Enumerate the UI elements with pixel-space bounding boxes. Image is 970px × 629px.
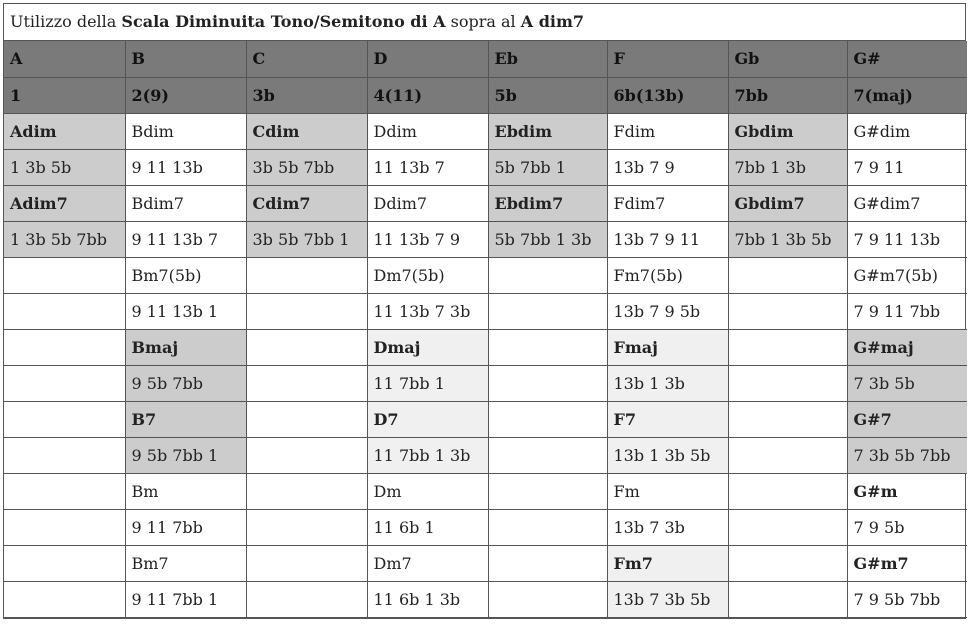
interval-cell — [488, 365, 607, 401]
chord-name-cell: Bmaj — [125, 329, 246, 365]
interval-cell — [728, 365, 847, 401]
chord-name-cell — [728, 545, 847, 581]
interval-cell: 9 11 13b 7 — [125, 221, 246, 257]
chord-name-cell: G#dim — [847, 113, 967, 149]
interval-cell — [246, 509, 367, 545]
interval-cell: 11 6b 1 3b — [367, 581, 488, 617]
interval-cell — [4, 293, 125, 329]
chord-name-cell — [728, 257, 847, 293]
degree-header-cell: 4(11) — [367, 77, 488, 113]
interval-cell: 11 13b 7 — [367, 149, 488, 185]
chord-name-cell — [728, 329, 847, 365]
chord-name-cell: Gbdim7 — [728, 185, 847, 221]
chord-name-cell — [4, 329, 125, 365]
interval-cell: 11 7bb 1 — [367, 365, 488, 401]
interval-cell: 7bb 1 3b — [728, 149, 847, 185]
interval-cell: 9 11 13b — [125, 149, 246, 185]
table-row — [4, 365, 967, 401]
chord-name-cell: Ebdim — [488, 113, 607, 149]
interval-cell — [488, 437, 607, 473]
chord-name-cell — [4, 401, 125, 437]
interval-cell — [246, 437, 367, 473]
degree-header-cell: 3b — [246, 77, 367, 113]
table-row — [4, 185, 967, 221]
chord-name-cell: Dm — [367, 473, 488, 509]
interval-cell: 11 13b 7 9 — [367, 221, 488, 257]
chord-name-cell: Bdim — [125, 113, 246, 149]
note-header-cell: F — [607, 41, 728, 77]
interval-cell: 13b 1 3b 5b — [607, 437, 728, 473]
chord-table-frame — [3, 3, 966, 619]
chord-name-cell — [488, 329, 607, 365]
chord-name-cell: G#7 — [847, 401, 967, 437]
table-row — [4, 149, 967, 185]
chord-name-cell — [488, 473, 607, 509]
note-header-cell: Gb — [728, 41, 847, 77]
table-row — [4, 293, 967, 329]
chord-name-cell: Ddim7 — [367, 185, 488, 221]
interval-cell — [4, 365, 125, 401]
note-header-cell: C — [246, 41, 367, 77]
chord-name-cell — [246, 545, 367, 581]
interval-cell: 13b 7 9 11 — [607, 221, 728, 257]
chord-name-cell: Adim — [4, 113, 125, 149]
chord-name-cell: Fm — [607, 473, 728, 509]
degree-header-cell: 6b(13b) — [607, 77, 728, 113]
note-header-cell: A — [4, 41, 125, 77]
chord-name-cell: G#maj — [847, 329, 967, 365]
chord-name-cell — [728, 473, 847, 509]
interval-cell: 5b 7bb 1 3b — [488, 221, 607, 257]
chord-name-cell — [246, 257, 367, 293]
chord-table — [4, 41, 967, 618]
interval-cell — [246, 293, 367, 329]
interval-cell — [728, 293, 847, 329]
interval-cell: 13b 1 3b — [607, 365, 728, 401]
table-row — [4, 221, 967, 257]
interval-cell: 9 5b 7bb 1 — [125, 437, 246, 473]
interval-cell — [4, 509, 125, 545]
chord-name-cell: Bm — [125, 473, 246, 509]
table-row — [4, 329, 967, 365]
caption-chord: A dim7 — [520, 12, 585, 31]
interval-cell — [728, 509, 847, 545]
interval-cell: 7 3b 5b — [847, 365, 967, 401]
table-row — [4, 473, 967, 509]
chord-name-cell: Bm7(5b) — [125, 257, 246, 293]
chord-name-cell: Fdim7 — [607, 185, 728, 221]
chord-name-cell — [4, 473, 125, 509]
interval-cell — [4, 437, 125, 473]
chord-name-cell: G#m7(5b) — [847, 257, 967, 293]
degree-header — [4, 77, 967, 113]
note-header — [4, 41, 967, 77]
chord-name-cell — [488, 401, 607, 437]
interval-cell — [488, 581, 607, 617]
table-row — [4, 401, 967, 437]
interval-cell: 13b 7 3b 5b — [607, 581, 728, 617]
interval-cell: 1 3b 5b 7bb — [4, 221, 125, 257]
chord-name-cell: Fmaj — [607, 329, 728, 365]
table-row — [4, 113, 967, 149]
interval-cell — [246, 365, 367, 401]
caption-prefix: Utilizzo della — [10, 12, 122, 31]
interval-cell: 11 6b 1 — [367, 509, 488, 545]
chord-name-cell: B7 — [125, 401, 246, 437]
interval-cell: 9 5b 7bb — [125, 365, 246, 401]
interval-cell: 13b 7 9 5b — [607, 293, 728, 329]
interval-cell — [488, 293, 607, 329]
chord-name-cell: D7 — [367, 401, 488, 437]
interval-cell — [728, 437, 847, 473]
chord-name-cell: Bm7 — [125, 545, 246, 581]
table-row — [4, 509, 967, 545]
interval-cell: 9 11 7bb — [125, 509, 246, 545]
chord-name-cell: Ebdim7 — [488, 185, 607, 221]
note-header-cell: Eb — [488, 41, 607, 77]
interval-cell: 9 11 13b 1 — [125, 293, 246, 329]
chord-name-cell: Dm7(5b) — [367, 257, 488, 293]
chord-name-cell — [4, 545, 125, 581]
interval-cell: 3b 5b 7bb — [246, 149, 367, 185]
degree-header-cell: 7(maj) — [847, 77, 967, 113]
interval-cell: 1 3b 5b — [4, 149, 125, 185]
degree-header-cell: 7bb — [728, 77, 847, 113]
chord-name-cell: Ddim — [367, 113, 488, 149]
chord-name-cell — [246, 401, 367, 437]
chord-name-cell: F7 — [607, 401, 728, 437]
chord-name-cell: Gbdim — [728, 113, 847, 149]
chord-name-cell — [4, 257, 125, 293]
interval-cell: 7 9 11 — [847, 149, 967, 185]
chord-name-cell — [488, 545, 607, 581]
interval-cell: 7 9 5b — [847, 509, 967, 545]
table-row — [4, 437, 967, 473]
interval-cell: 7 3b 5b 7bb — [847, 437, 967, 473]
chord-name-cell — [488, 257, 607, 293]
chord-name-cell — [246, 329, 367, 365]
note-header-cell: D — [367, 41, 488, 77]
interval-cell: 3b 5b 7bb 1 — [246, 221, 367, 257]
note-header-cell: B — [125, 41, 246, 77]
degree-header-cell: 1 — [4, 77, 125, 113]
interval-cell — [4, 581, 125, 617]
degree-header-cell: 5b — [488, 77, 607, 113]
chord-name-cell: Fm7(5b) — [607, 257, 728, 293]
interval-cell: 7 9 5b 7bb — [847, 581, 967, 617]
chord-name-cell: G#m7 — [847, 545, 967, 581]
note-header-cell: G# — [847, 41, 967, 77]
interval-cell: 11 7bb 1 3b — [367, 437, 488, 473]
interval-cell: 13b 7 3b — [607, 509, 728, 545]
table-caption — [4, 4, 965, 41]
table-row — [4, 545, 967, 581]
caption-scale: Scala Diminuita Tono/Semitono di A — [121, 12, 446, 31]
table-row — [4, 257, 967, 293]
interval-cell: 7 9 11 13b — [847, 221, 967, 257]
chord-name-cell: G#dim7 — [847, 185, 967, 221]
degree-header-cell: 2(9) — [125, 77, 246, 113]
chord-name-cell: Dm7 — [367, 545, 488, 581]
interval-cell — [246, 581, 367, 617]
chord-name-cell: Dmaj — [367, 329, 488, 365]
chord-name-cell: Adim7 — [4, 185, 125, 221]
chord-name-cell — [246, 473, 367, 509]
interval-cell: 7bb 1 3b 5b — [728, 221, 847, 257]
interval-cell: 5b 7bb 1 — [488, 149, 607, 185]
table-row — [4, 581, 967, 617]
chord-name-cell: Fdim — [607, 113, 728, 149]
interval-cell — [488, 509, 607, 545]
interval-cell: 13b 7 9 — [607, 149, 728, 185]
caption-middle: sopra al — [445, 12, 521, 31]
chord-name-cell: Bdim7 — [125, 185, 246, 221]
chord-name-cell: G#m — [847, 473, 967, 509]
chord-name-cell: Fm7 — [607, 545, 728, 581]
interval-cell: 11 13b 7 3b — [367, 293, 488, 329]
chord-name-cell: Cdim7 — [246, 185, 367, 221]
interval-cell: 7 9 11 7bb — [847, 293, 967, 329]
chord-name-cell: Cdim — [246, 113, 367, 149]
interval-cell — [728, 581, 847, 617]
chord-name-cell — [728, 401, 847, 437]
interval-cell: 9 11 7bb 1 — [125, 581, 246, 617]
